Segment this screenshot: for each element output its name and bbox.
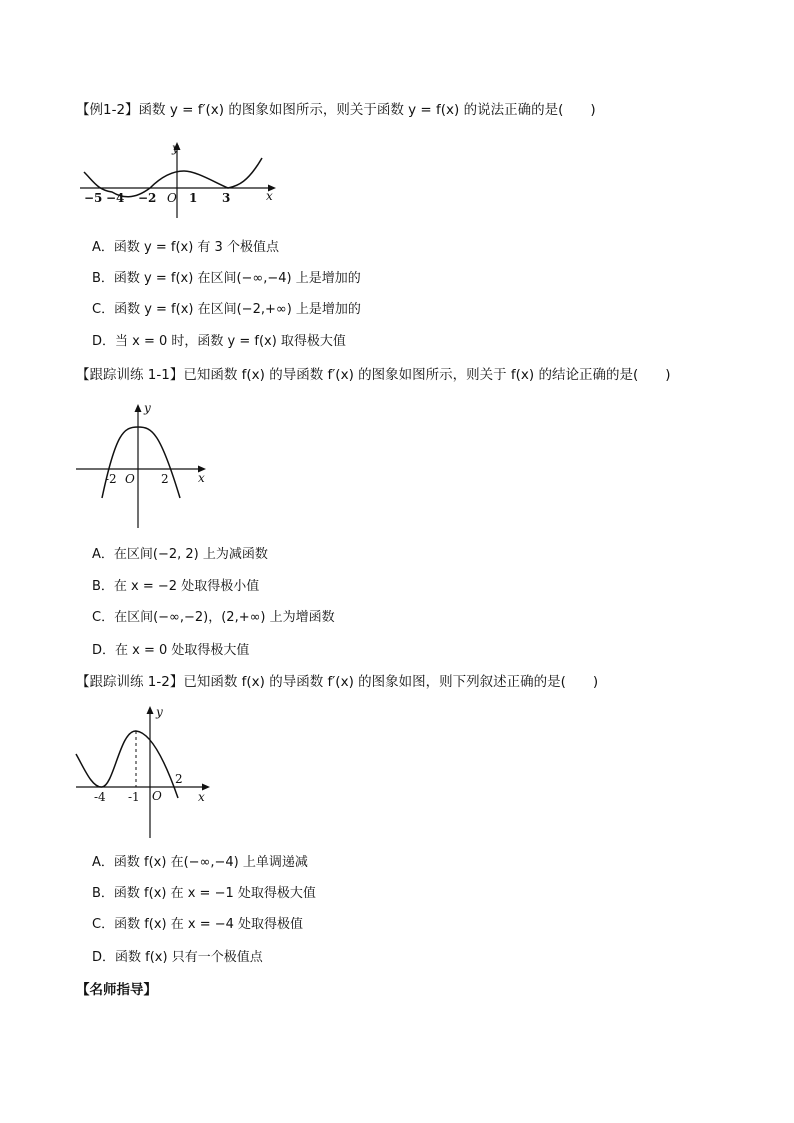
q2-option-a[interactable]: A．在区间(−2, 2) 上为减函数: [92, 547, 268, 562]
q1-option-b[interactable]: B．函数 y = f(x) 在区间(−∞,−4) 上是增加的: [92, 271, 361, 286]
q3-origin: O: [152, 789, 162, 803]
q1-origin: O: [167, 191, 177, 205]
q3-curve: [76, 731, 178, 798]
q2-curve: [102, 427, 180, 498]
q2-y-arrow: [135, 404, 142, 412]
q1-stem: 【例1-2】函数 y = f′(x) 的图象如图所示，则关于函数 y = f(x) 的说法正确的是( ): [76, 102, 596, 118]
q1-option-c[interactable]: C．函数 y = f(x) 在区间(−2,+∞) 上是增加的: [92, 302, 361, 317]
q2-origin: O: [125, 472, 135, 486]
q1-option-d[interactable]: D．当 x = 0 时，函数 y = f(x) 取得极大值: [92, 334, 346, 349]
q1-tick--2: −2: [138, 191, 157, 205]
q2-derivative-graph: [76, 396, 210, 530]
q2-tick--2: -2: [105, 472, 117, 486]
q3-stem: 【跟踪训练 1-2】已知函数 f(x) 的导函数 f′(x) 的图象如图，则下列叙述正确的是( ): [76, 674, 599, 690]
q3-tick-2: 2: [175, 772, 183, 786]
q1-x-label: x: [266, 189, 273, 203]
q3-y-arrow: [147, 706, 154, 714]
q2-stem: 【跟踪训练 1-1】已知函数 f(x) 的导函数 f′(x) 的图象如图所示，则关于 f(x) 的结论正确的是( ): [76, 367, 671, 383]
q1-option-a[interactable]: A．函数 y = f(x) 有 3 个极值点: [92, 240, 279, 255]
q2-option-d[interactable]: D．在 x = 0 处取得极大值: [92, 643, 250, 658]
q2-y-label: y: [144, 401, 151, 415]
q2-x-label: x: [198, 471, 205, 485]
q1-tick-3: 3: [222, 191, 231, 205]
q2-tick-2: 2: [161, 472, 169, 486]
q3-tick--4: -4: [94, 790, 106, 804]
section-heading: 【名师指导】: [76, 982, 157, 998]
q1-derivative-graph: [76, 138, 286, 224]
q3-option-d[interactable]: D．函数 f(x) 只有一个极值点: [92, 950, 263, 965]
q2-option-c[interactable]: C．在区间(−∞,−2)，(2,+∞) 上为增函数: [92, 610, 335, 625]
q3-derivative-graph: [76, 702, 212, 840]
q1-tick--4: −4: [106, 191, 125, 205]
q1-tick--5: −5: [84, 191, 103, 205]
q1-y-label: y: [172, 141, 179, 155]
q3-option-c[interactable]: C．函数 f(x) 在 x = −4 处取得极值: [92, 917, 304, 932]
q3-tick--1: -1: [128, 790, 140, 804]
q3-y-label: y: [156, 705, 163, 719]
q3-option-b[interactable]: B．函数 f(x) 在 x = −1 处取得极大值: [92, 886, 316, 901]
q3-x-label: x: [198, 790, 205, 804]
q3-option-a[interactable]: A．函数 f(x) 在(−∞,−4) 上单调递减: [92, 855, 308, 870]
q1-tick-1: 1: [189, 191, 198, 205]
q2-option-b[interactable]: B．在 x = −2 处取得极小值: [92, 579, 260, 594]
